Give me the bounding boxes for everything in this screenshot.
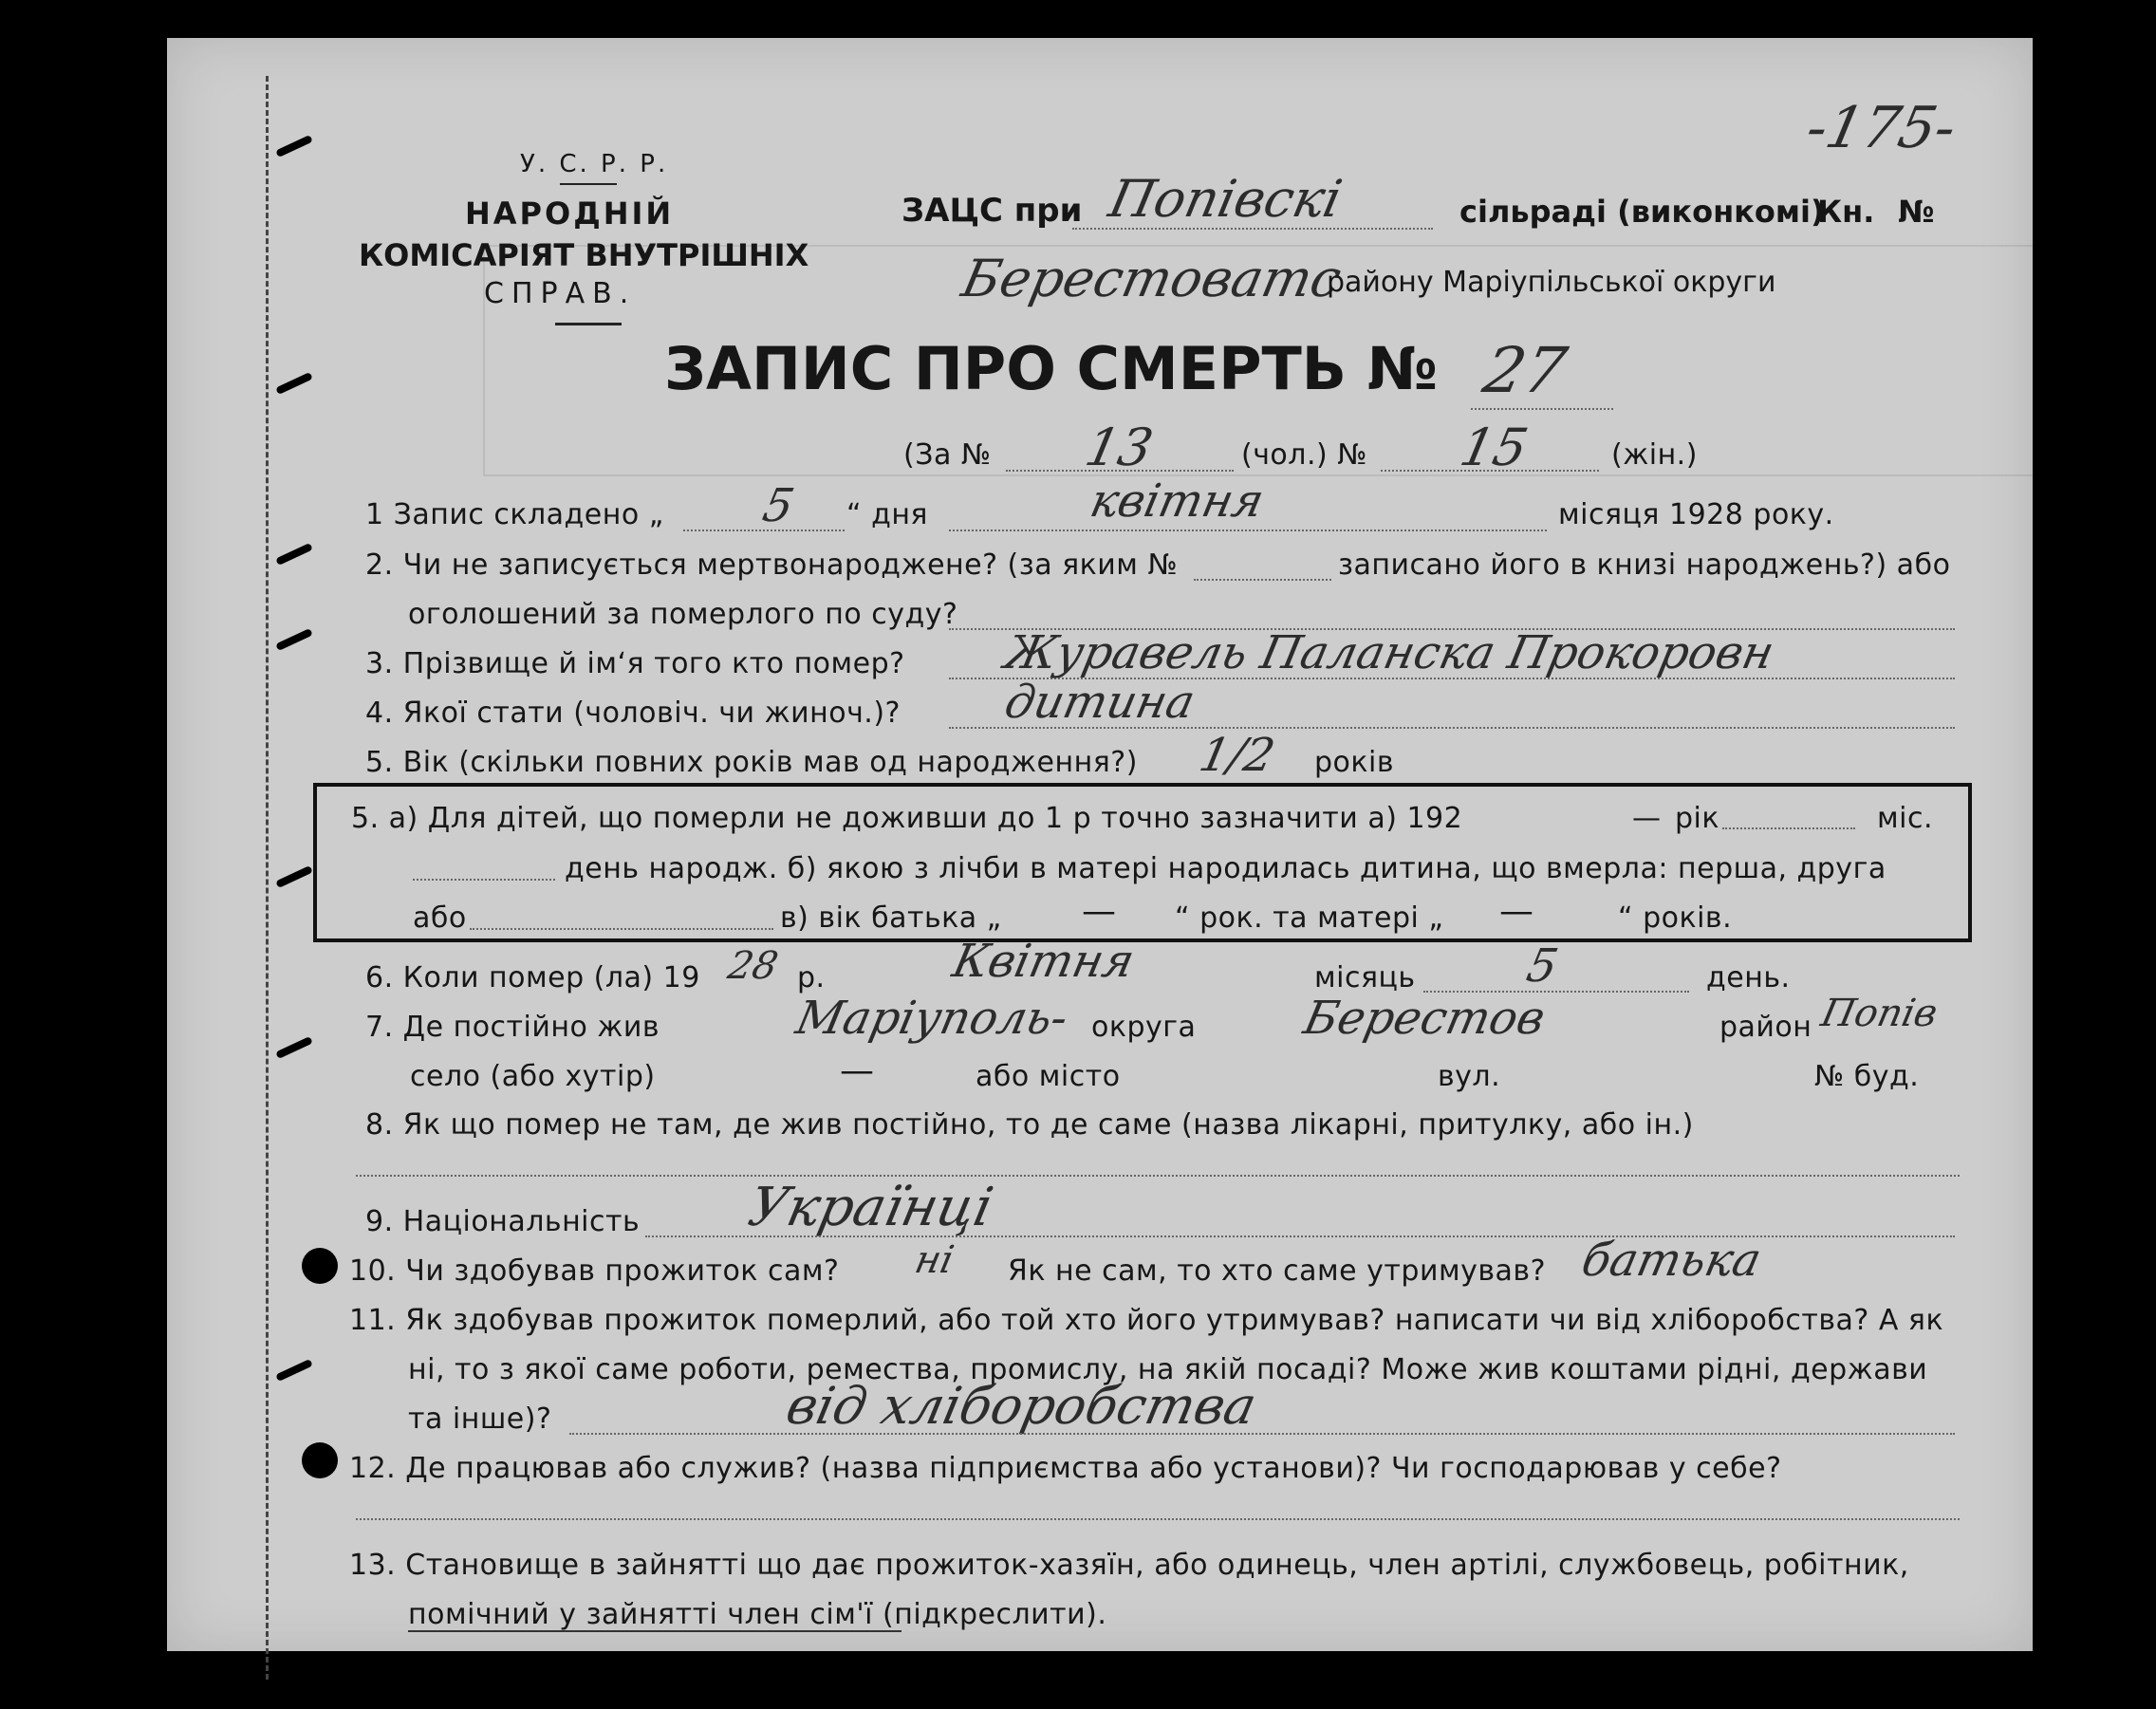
zags-label: ЗАЦС при — [901, 192, 1083, 230]
field-7-rayon-value: Берестов — [1299, 992, 1550, 1045]
field-7-line2a: село (або хутір) — [410, 1060, 656, 1093]
zags-place-value: Попівскі — [1104, 169, 1348, 229]
field-5a-line3d: “ років. — [1618, 901, 1733, 935]
field-8-label: 8. Як що помер не там, де жив постійно, то де саме (назва лікарні, притулку, або ін.) — [365, 1108, 1694, 1142]
field-13-line2: помічний у зайнятті член сім'ї (підкреслити). — [408, 1598, 1107, 1631]
field-6-day-label: день. — [1706, 961, 1791, 994]
commissariat-line1: НАРОДНІЙ — [465, 195, 675, 232]
field-3-label: 3. Прізвище й ім‘я того кто помер? — [365, 647, 905, 680]
field-6-month-label: місяць — [1314, 961, 1416, 994]
field-7-line2d: № буд. — [1814, 1060, 1920, 1093]
field-6-r: р. — [797, 961, 826, 994]
header-rule — [555, 323, 622, 325]
council-label: сільраді (виконкомі) — [1459, 194, 1825, 230]
field-11-line1: 11. Як здобував прожиток померлий, або той хто його утримував? написати чи від хліборобства? А як — [349, 1304, 1944, 1337]
field-5a-mis: міс. — [1877, 802, 1933, 835]
field-5-value: 1/2 — [1195, 729, 1280, 782]
male-label: (чол.) № — [1241, 438, 1367, 472]
field-13-line1: 13. Становище в зайнятті що дає прожиток-хазяїн, або одинець, член артілі, службовець, робітник, — [349, 1549, 1909, 1582]
field-9-value: Українці — [743, 1177, 998, 1238]
field-5a-line3c: “ рок. та матері „ — [1175, 901, 1444, 935]
number-sign: № — [1898, 194, 1935, 230]
zags-place-line — [1072, 228, 1433, 230]
field-7-line2c: вул. — [1438, 1060, 1501, 1093]
field-6-day-value: 5 — [1522, 939, 1563, 993]
field-7-selo-dash: — — [840, 1051, 875, 1090]
field-8-value-line — [356, 1175, 1960, 1177]
perforation-line — [266, 76, 269, 1680]
field-12-label: 12. Де працював або служив? (назва підприємства або установи)? Чи господарював у себе? — [349, 1452, 1782, 1485]
field-7-rayon-label: район — [1719, 1011, 1812, 1044]
field-11-line3: та інше)? — [408, 1402, 552, 1436]
field-7-okruga-label: округа — [1091, 1011, 1197, 1044]
field-1-day-value: 5 — [758, 479, 799, 532]
field-1-day-label: “ дня — [846, 498, 928, 531]
district-label: району Маріупільської округи — [1327, 266, 1776, 299]
field-2-number-line — [1194, 579, 1331, 581]
field-5a-dash: — — [1632, 802, 1662, 835]
field-6-label: 6. Коли помер (ла) 19 — [365, 961, 700, 994]
field-2-line2: оголошений за померлого по суду? — [408, 598, 958, 631]
female-number-value: 15 — [1455, 418, 1533, 477]
field-10-value2: батька — [1577, 1234, 1766, 1287]
za-label: (За № — [903, 438, 992, 472]
punch-hole — [302, 1442, 338, 1478]
field-5a-father-dash: — — [1082, 892, 1117, 931]
field-2-line1b: записано його в книзі народжень?) або — [1338, 548, 1951, 582]
field-5a-line2: день народж. б) якою з лічби в матері народилась дитина, що вмерла: перша, друга — [565, 852, 1886, 885]
field-7-selo-value: Попів — [1817, 992, 1942, 1035]
field-1-month-value: квітня — [1086, 474, 1269, 528]
field-5a-order-line — [470, 928, 773, 930]
field-1-label: 1 Запис складено „ — [365, 498, 664, 531]
field-7-okruga-value: Маріуполь- — [791, 992, 1073, 1045]
field-5-tail: років — [1314, 746, 1395, 779]
ussr-label: У. С. Р. Р. — [520, 150, 669, 178]
field-13-underline — [408, 1630, 901, 1632]
field-5a-day-line — [413, 879, 555, 881]
field-1-month-line — [949, 529, 1547, 531]
book-label: Кн. — [1817, 194, 1875, 230]
field-1-tail: місяця 1928 року. — [1558, 498, 1834, 531]
field-6-year-value: 28 — [724, 944, 782, 988]
commissariat-line3: СПРАВ. — [484, 277, 637, 310]
field-5a-line1: 5. а) Для дітей, що померли не доживши до 1 р точно зазначити а) 192 — [351, 802, 1463, 835]
field-9-label: 9. Національність — [365, 1205, 641, 1238]
record-number-line — [1471, 408, 1613, 410]
field-5-label: 5. Вік (скільки повних років мав од народження?) — [365, 746, 1138, 779]
field-12-value-line — [356, 1518, 1960, 1520]
field-10-label2: Як не сам, то хто саме утримував? — [1008, 1254, 1547, 1288]
commissariat-line2: КОМІСАРІЯТ ВНУТРІШНІХ — [359, 237, 809, 273]
punch-hole — [302, 1248, 338, 1284]
female-label: (жін.) — [1611, 438, 1698, 472]
field-5a-mother-dash: — — [1499, 892, 1534, 931]
field-5a-line3a: або — [413, 901, 467, 935]
header-rule — [560, 183, 617, 185]
field-11-line2: ні, то з якої саме роботи, ремества, промислу, на якій посаді? Може жив коштами рідні, держави — [408, 1353, 1928, 1386]
page-number: -175- — [1800, 95, 1962, 161]
field-2-line1a: 2. Чи не записується мертвонароджене? (за яким № — [365, 548, 1179, 582]
female-number-line — [1381, 470, 1599, 472]
field-10-value: ні — [911, 1238, 958, 1282]
field-4-label: 4. Якої стати (чоловіч. чи жиноч.)? — [365, 697, 901, 730]
field-7-line2b: або місто — [976, 1060, 1121, 1093]
record-number-value: 27 — [1477, 334, 1573, 407]
district-name-value: Берестоватс — [957, 249, 1347, 308]
field-10-label: 10. Чи здобував прожиток сам? — [349, 1254, 840, 1288]
field-11-value-line — [569, 1433, 1955, 1435]
field-6-month-value: Квітня — [948, 935, 1140, 988]
male-number-line — [1006, 470, 1234, 472]
field-3-value: Журавель Паланска Прокоровн — [1000, 626, 1779, 679]
field-7-label: 7. Де постійно жив — [365, 1011, 660, 1044]
male-number-value: 13 — [1080, 418, 1159, 477]
field-4-value: дитина — [1000, 676, 1199, 729]
field-11-value: від хліборобства — [781, 1376, 1262, 1436]
field-5a-rik: рік — [1675, 802, 1719, 835]
field-5a-month-line — [1722, 827, 1855, 829]
field-5a-line3b: в) вік батька „ — [780, 901, 1002, 935]
record-title: ЗАПИС ПРО СМЕРТЬ № — [664, 334, 1439, 403]
